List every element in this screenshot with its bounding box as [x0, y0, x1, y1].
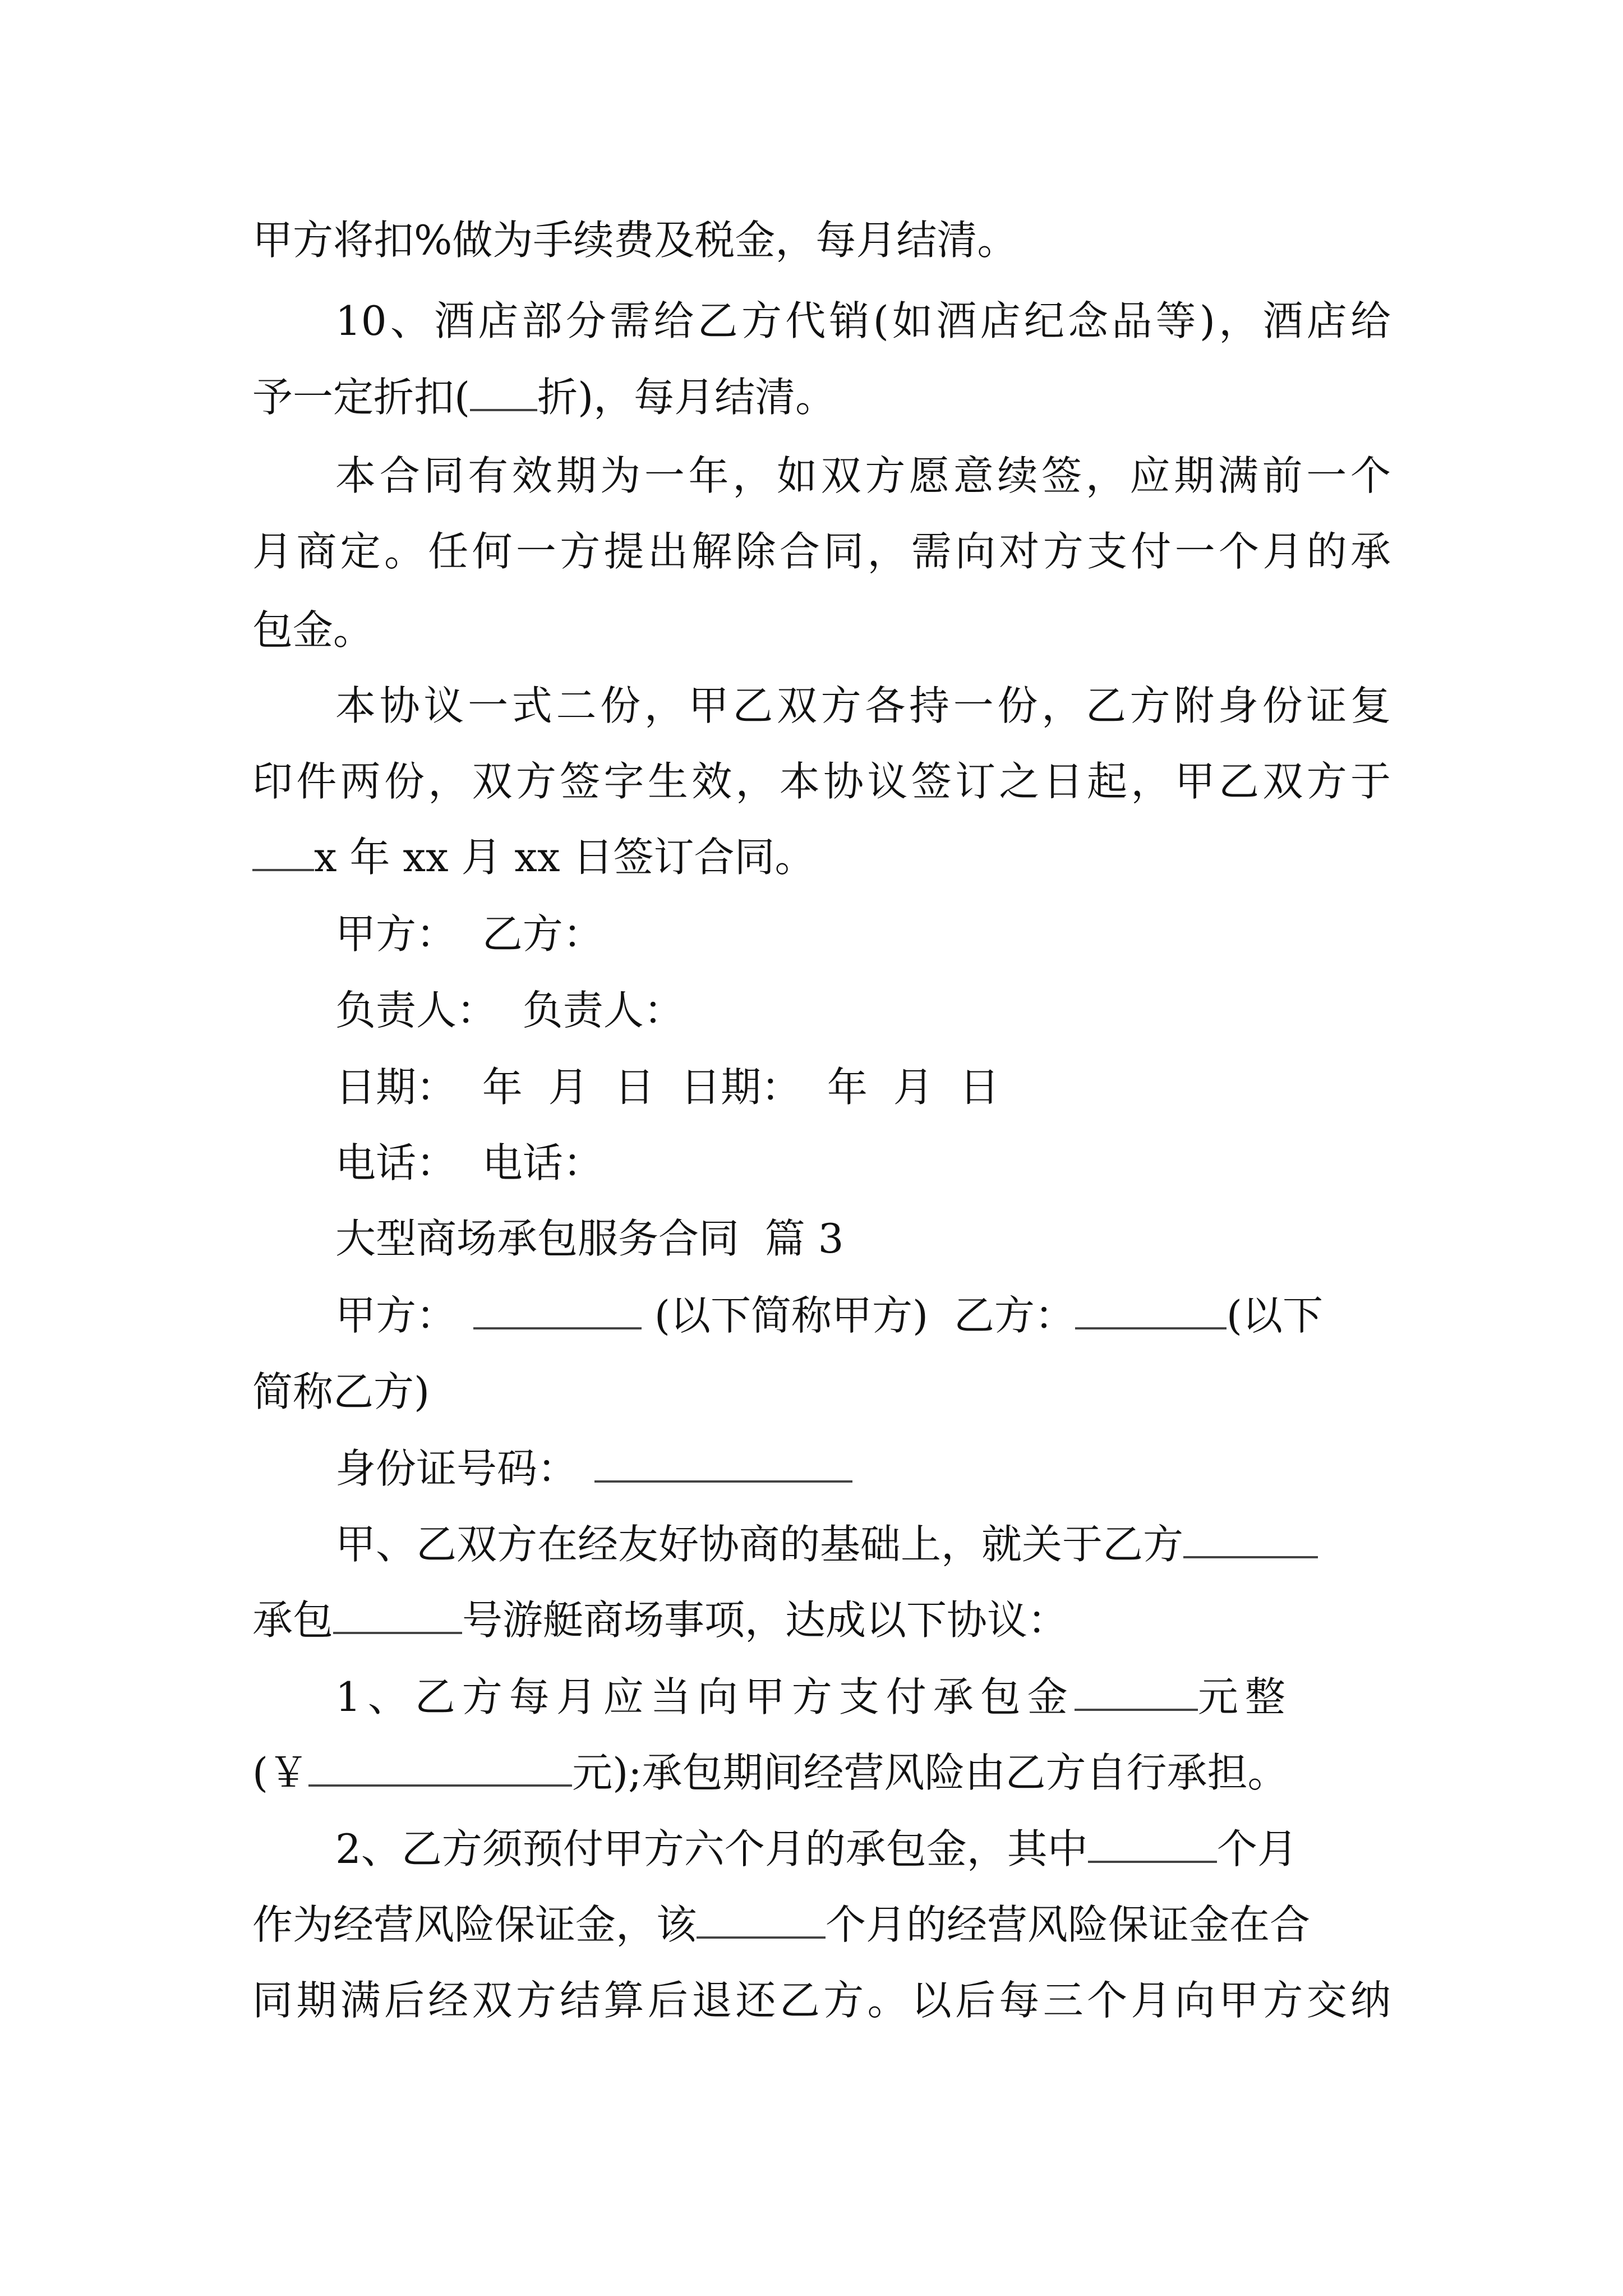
line-text: x 年 xx 月 xx 日签订合同。	[314, 834, 815, 881]
line-text: 予一定折扣(	[252, 374, 471, 421]
fill-blank	[252, 831, 314, 871]
paragraph-line	[335, 983, 1474, 1037]
paragraph-line	[335, 1517, 1474, 1571]
fill-blank	[697, 1898, 826, 1939]
paragraph-line	[335, 1822, 1474, 1876]
line-text: 元);承包期间经营风险由乙方自行承担。	[572, 1749, 1288, 1796]
line-text: 日期： 年 月 日 日期： 年 月 日	[335, 1064, 1000, 1111]
line-text: 承包	[252, 1596, 334, 1644]
paragraph-line	[335, 1060, 1474, 1114]
line-text: 号游艇商场事项，达成以下协议：	[462, 1596, 1068, 1644]
line-text: (以下简称甲方) 乙方：	[642, 1292, 1075, 1339]
paragraph-line	[335, 294, 1391, 348]
line-text: 甲方将扣%做为手续费及税金，每月结清。	[252, 217, 1018, 264]
paragraph-line	[252, 1365, 1391, 1419]
line-text: 元整	[1197, 1673, 1292, 1720]
paragraph-line	[335, 1289, 1391, 1342]
line-text: 本协议一式二份，甲乙双方各持一份，乙方附身份证复	[335, 682, 1391, 729]
paragraph-line	[335, 907, 1474, 961]
line-text: 甲、乙双方在经友好协商的基础上，就关于乙方	[335, 1521, 1184, 1568]
paragraph-line	[252, 830, 1391, 884]
fill-blank	[1075, 1671, 1198, 1711]
fill-blank	[333, 1594, 462, 1634]
line-text: 作为经营风险保证金，该	[252, 1901, 697, 1948]
paragraph-line	[252, 754, 1391, 808]
paragraph-line	[252, 1593, 1391, 1647]
paragraph-line	[252, 1746, 1391, 1800]
line-text: 身份证号码：	[335, 1445, 578, 1492]
line-text: 1、乙方每月应当向甲方支付承包金	[335, 1673, 1075, 1720]
fill-blank	[1075, 1289, 1227, 1329]
paragraph-line	[252, 524, 1391, 578]
paragraph-line	[252, 603, 1391, 657]
section-heading	[335, 1212, 1474, 1266]
paragraph-line	[335, 1442, 1474, 1496]
fill-blank	[470, 371, 537, 411]
line-text: 电话： 电话：	[335, 1139, 603, 1186]
fill-blank	[473, 1289, 642, 1329]
line-text: 包金。	[252, 606, 374, 654]
paragraph-line	[252, 1898, 1391, 1952]
line-text: 简称乙方)	[252, 1368, 430, 1415]
paragraph-line	[335, 1670, 1474, 1724]
fill-blank	[1183, 1518, 1318, 1558]
line-text: 本合同有效期为一年，如双方愿意续签，应期满前一个	[335, 452, 1391, 499]
line-text: 负责人： 负责人：	[335, 987, 684, 1034]
line-text: 个月	[1216, 1825, 1298, 1872]
paragraph-line	[335, 1136, 1474, 1190]
heading-text: 大型商场承包服务合同 篇 3	[335, 1215, 844, 1262]
line-text: 印件两份，双方签字生效，本协议签订之日起，甲乙双方于	[252, 758, 1391, 805]
line-text: 折)，每月结清。	[537, 374, 836, 421]
line-text: (以下	[1226, 1292, 1323, 1339]
line-text: 10、酒店部分需给乙方代销(如酒店纪念品等)，酒店给	[335, 297, 1391, 344]
line-text: 甲方：	[335, 1292, 457, 1339]
line-text: 2、乙方须预付甲方六个月的承包金，其中	[335, 1825, 1088, 1872]
fill-blank	[1088, 1823, 1217, 1863]
paragraph-line	[335, 449, 1391, 503]
line-text: 月商定。任何一方提出解除合同，需向对方支付一个月的承	[252, 528, 1391, 575]
line-text: 甲方： 乙方：	[335, 910, 603, 958]
line-text: 同期满后经双方结算后退还乙方。以后每三个月向甲方交纳	[252, 1977, 1391, 2024]
fill-blank	[594, 1442, 852, 1483]
line-text: (￥	[252, 1749, 309, 1796]
paragraph-line	[335, 679, 1391, 733]
paragraph-line	[252, 1973, 1391, 2027]
line-text: 个月的经营风险保证金在合	[826, 1901, 1311, 1948]
fill-blank	[308, 1746, 572, 1787]
paragraph-line	[252, 213, 1038, 267]
paragraph-line	[252, 370, 1391, 424]
